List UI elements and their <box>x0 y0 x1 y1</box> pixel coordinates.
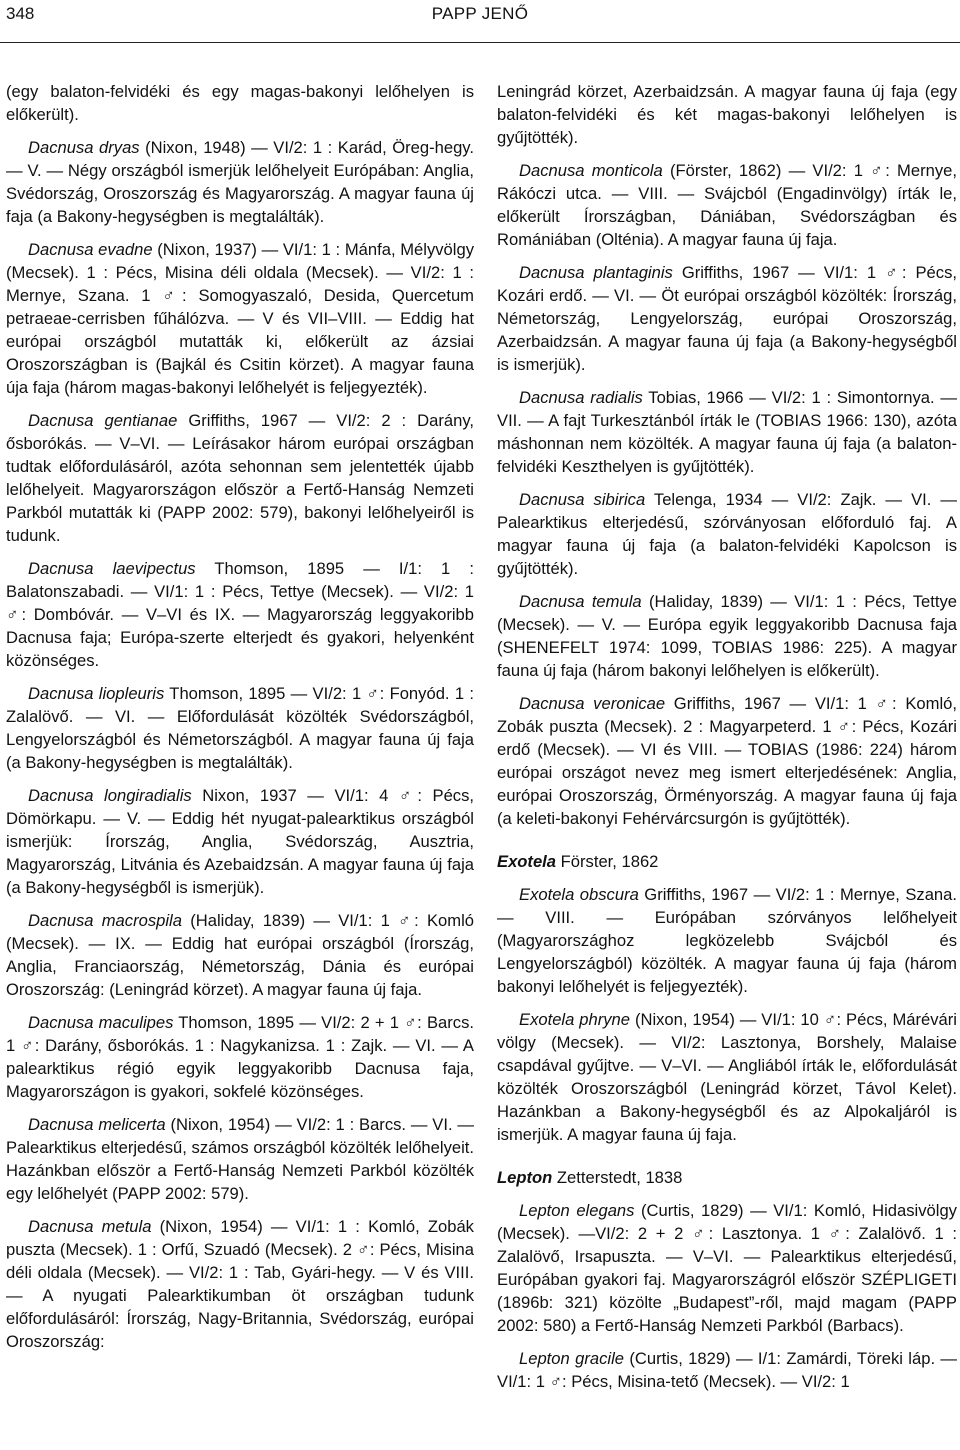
species-name: Exotela obscura <box>519 885 639 904</box>
species-name: Dacnusa monticola <box>519 161 663 180</box>
species-entry <box>6 136 474 228</box>
species-name: Lepton elegans <box>519 1201 635 1220</box>
species-name: Dacnusa sibirica <box>519 490 646 509</box>
entry-text: (Nixon, 1954) — VI/1: 10 ♂: Pécs, Márévári völgy (Mecsek). — VI/2: Lasztonya, Borshely, Malaise csapdával gyűjtve. — V–VI. — Angliából írták le, előfordulását közölték Oroszországból (Leningrád körzet, Távol Kelet). Hazánkban a Bakony-hegységből és az Alpokaljáról is ismerjük. A magyar fauna új faja. <box>497 1010 957 1144</box>
entry-text: (Curtis, 1829) — I/1: Zamárdi, Töreki láp. — VI/1: 1 ♂: Pécs, Misina-tető (Mecsek). — VI/2: 1 <box>497 1349 958 1391</box>
header-rule <box>0 42 960 43</box>
entry-text: (Haliday, 1839) — VI/1: 1 ♂: Komló (Mecsek). — IX. — Eddig hat európai országból (Írország, Anglia, Franciaország, Németország, Dánia és európai Oroszország: (Leningrád körzet). A magyar fauna új faja. <box>6 911 474 999</box>
entry-text: Telenga, 1934 — VI/2: Zajk. — VI. — Palearktikus elterjedésű, szórványosan előforduló faj. A magyar fauna új faja (a balaton-felvidéki Kapolcson is gyűjtötték). <box>497 490 957 578</box>
entry-text: (Förster, 1862) — VI/2: 1 ♂: Mernye, Rákóczi utca. — VIII. — Svájcból (Engadinvölgy) írták le, előkerült Írországban, Dániában, Svédországban és Romániában (Olténia). A magyar fauna új faja. <box>497 161 957 249</box>
entry-text: (Nixon, 1954) — VI/2: 1 : Barcs. — VI. — Palearktikus elterjedésű, számos országból közölték lelőhelyeit. Hazánkban először a Fertő-Hanság Nemzeti Parkból közölték egy lelőhelyét (PAPP 2002: 579). <box>6 1115 474 1203</box>
species-entry <box>6 909 474 1001</box>
entry-text: Nixon, 1937 — VI/1: 4 ♂: Pécs, Dömörkapu. — V. — Eddig hét nyugat-palearktikus országból ismerjük: Írország, Anglia, Svédország, Ausztria, Magyarország, Litvánia és Azebaidzsán. A magyar fauna új faja (a Bakony-hegységből is ismerjük). <box>6 786 474 897</box>
species-entry <box>497 386 957 478</box>
paragraph-text: Leningrád körzet, Azerbaidzsán. A magyar fauna új faja (egy balaton-felvidéki és két magas-bakonyi lelőhelyen is gyűjtötték). <box>497 82 957 147</box>
genus-name: Exotela <box>497 852 557 871</box>
left-column <box>6 80 474 1363</box>
species-name: Dacnusa macrospila <box>28 911 182 930</box>
entry-text: (Nixon, 1937) — VI/1: 1 : Mánfa, Mélyvölgy (Mecsek). 1 : Pécs, Misina déli oldala (Mecsek). — VI/2: 1 : Mernye, Szana. 1 ♂: Somogyaszaló, Desida, Quercetum petraeae-cerrisben fűhálózva. — V és VII–VIII. — Eddig hat európai országból mutatták ki, előkerült az ázsiai Oroszországban is (Bajkál és Csitin körzet). A magyar fauna úja faja (három magas-bakonyi lelőhelyét is feljegyezték). <box>6 240 474 397</box>
species-entry <box>6 784 474 899</box>
right-column <box>497 80 957 1403</box>
species-name: Dacnusa maculipes <box>28 1013 174 1032</box>
entry-text: (Nixon, 1954) — VI/1: 1 : Komló, Zobák puszta (Mecsek). 1 : Orfű, Szuadó (Mecsek). 2 ♂: Pécs, Misina déli oldala (Mecsek). — VI/2: 1 : Tab, Gyári-hegy. — V és VIII. — A nyugati Palearktikumban öt országban tudunk előfordulásáról: Írország, Nagy-Britannia, Svédország, európai Oroszország: <box>6 1217 474 1351</box>
species-entry <box>497 1199 957 1337</box>
species-name: Dacnusa evadne <box>28 240 153 259</box>
species-entry <box>497 1008 957 1146</box>
page-header <box>0 0 960 60</box>
species-name: Dacnusa longiradialis <box>28 786 192 805</box>
species-entry <box>6 1215 474 1353</box>
entry-text: Thomson, 1895 — VI/2: 1 ♂: Fonyód. 1 : Zalalövő. — VI. — Előfordulását közölték Svédországból, Lengyelországból és Németországból. A magyar fauna új faja (a Bakony-hegységben is megtalálták). <box>6 684 474 772</box>
species-name: Exotela phryne <box>519 1010 631 1029</box>
genus-heading <box>497 1166 957 1189</box>
entry-text: (Curtis, 1829) — VI/1: Komló, Hidasivölgy (Mecsek). —VI/2: 2 + 2 ♂: Lasztonya. 1 ♂: Zalalövő. 1 : Zalalövő, Irsapuszta. — V–VI. — Palearktikus elterjedésű, Európában gyakori faj. Magyarországról először SZÉPLIGETI (1896b: 321) közölte „Budapest”-ről, majd magam (PAPP 2002: 580) a Fertő-Hanság Nemzeti Parkból (Barbacs). <box>497 1201 957 1335</box>
species-name: Dacnusa metula <box>28 1217 152 1236</box>
genus-author: Zetterstedt, 1838 <box>552 1168 683 1187</box>
species-entry <box>497 261 957 376</box>
species-entry <box>497 488 957 580</box>
species-entry <box>497 883 957 998</box>
species-entry <box>497 159 957 251</box>
running-head: PAPP JENŐ <box>431 4 529 23</box>
genus-heading <box>497 850 957 873</box>
species-name: Dacnusa laevipectus <box>28 559 196 578</box>
entry-text: Griffiths, 1967 — VI/1: 1 ♂: Pécs, Kozári erdő. — VI. — Öt európai országból közölték: Írország, Németország, Lengyelország, európai Oroszország, Azerbaidzsán. A magyar fauna új faja (a Bakony-hegységből is ismerjük). <box>497 263 957 374</box>
species-entry <box>497 692 957 830</box>
entry-text: Tobias, 1966 — VI/2: 1 : Simontornya. — VII. — A fajt Turkesztánból írták le (TOBIAS 1966: 130), azóta máshonnan nem közölték. A magyar fauna új faja (a balaton-felvidéki Keszthelyen is gyűjtötték). <box>497 388 957 476</box>
species-entry <box>497 590 957 682</box>
paragraph <box>497 80 957 149</box>
entry-text: Thomson, 1895 — I/1: 1 : Balatonszabadi. — VI/1: 1 : Pécs, Tettye (Mecsek). — VI/2: 1 ♂: Dombóvár. — V–VI és IX. — Magyarország leggyakoribb Dacnusa faja; Európa-szerte elterjedt és gyakori, helyenként közönséges. <box>6 559 474 670</box>
entry-text: (Haliday, 1839) — VI/1: 1 : Pécs, Tettye (Mecsek). — V. — Európa egyik leggyakoribb Dacnusa faja (SHENEFELT 1974: 1099, TOBIAS 1986: 225). A magyar fauna új faja (három bakonyi lelőhelyen is előkerült). <box>497 592 957 680</box>
entry-text: Griffiths, 1967 — VI/1: 1 ♂: Komló, Zobák puszta (Mecsek). 2 : Magyarpeterd. 1 ♂: Pécs, Kozári erdő (Mecsek). — VI és VIII. — TOBIAS (1986: 224) három európai országot nevez meg ismert elterjedésének: Anglia, európai Oroszország, Örményország. A magyar fauna új faja (a keleti-bakonyi Fehérvárcsurgón is gyűjtötték). <box>497 694 957 828</box>
page-number: 348 <box>6 4 35 23</box>
species-entry <box>6 238 474 399</box>
species-name: Dacnusa melicerta <box>28 1115 166 1134</box>
paragraph <box>6 80 474 126</box>
genus-name: Lepton <box>497 1168 553 1187</box>
species-name: Lepton gracile <box>519 1349 624 1368</box>
species-name: Dacnusa plantaginis <box>519 263 673 282</box>
species-name: Dacnusa dryas <box>28 138 140 157</box>
species-name: Dacnusa gentianae <box>28 411 178 430</box>
species-name: Dacnusa liopleuris <box>28 684 165 703</box>
entry-text: Griffiths, 1967 — VI/2: 2 : Darány, ősborókás. — V–VI. — Leírásakor három európai országban tudtak előfordulásáról, azóta sehonnan sem jelentették újabb lelőhelyeit. Magyarországon először a Fertő-Hanság Nemzeti Parkból mutatták ki (PAPP 2002: 579), bakonyi lelőhelyeiről is tudunk. <box>6 411 475 545</box>
species-entry <box>6 557 474 672</box>
genus-author: Förster, 1862 <box>556 852 659 871</box>
species-entry <box>6 1113 474 1205</box>
species-entry <box>6 409 474 547</box>
species-name: Dacnusa radialis <box>519 388 643 407</box>
species-entry <box>6 1011 474 1103</box>
species-name: Dacnusa temula <box>519 592 642 611</box>
species-entry <box>497 1347 957 1393</box>
entry-text: Griffiths, 1967 — VI/2: 1 : Mernye, Szana. — VIII. — Európában szórványos lelőhelyeit (Magyarországhoz legközelebb Svájcból és Lengyelországból) közölték. A magyar fauna új faja (három bakonyi lelőhelyét is feljegyezték). <box>497 885 957 996</box>
species-name: Dacnusa veronicae <box>519 694 666 713</box>
entry-text: (Nixon, 1948) — VI/2: 1 : Karád, Öreg-hegy. — V. — Négy országból ismerjük lelőhelyeit Európában: Anglia, Svédország, Oroszország és Magyarország. A magyar fauna új faja (a Bakony-hegységben is megtalálták). <box>6 138 474 226</box>
paragraph-text: (egy balaton-felvidéki és egy magas-bakonyi lelőhelyen is előkerült). <box>6 82 474 124</box>
species-entry <box>6 682 474 774</box>
entry-text: Thomson, 1895 — VI/2: 2 + 1 ♂: Barcs. 1 ♂: Darány, ősborókás. 1 : Nagykanizsa. 1 : Zajk. — VI. — A palearktikus régió egyik leggyakoribb Dacnusa faja, Magyarországon is gyakori, sokfelé közönséges. <box>6 1013 474 1101</box>
